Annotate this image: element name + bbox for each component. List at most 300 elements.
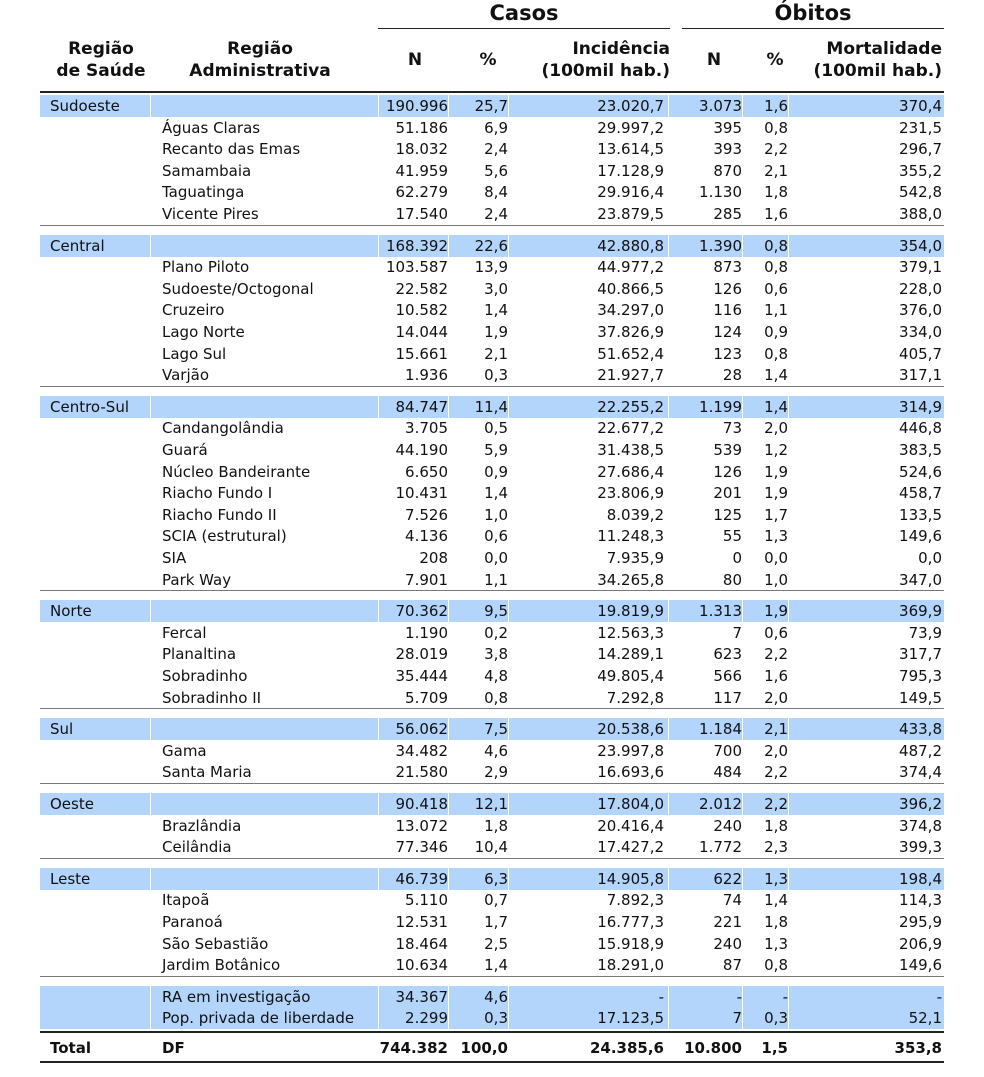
cell-n1: 5.709 bbox=[405, 689, 448, 707]
cell-mort: 379,1 bbox=[899, 258, 942, 276]
cell-p2: 2,2 bbox=[764, 140, 788, 158]
summary-row bbox=[40, 1007, 944, 1029]
cell-mort: 149,5 bbox=[899, 689, 942, 707]
cell-p1: 2,4 bbox=[484, 140, 508, 158]
cell-n2: 1.199 bbox=[699, 398, 742, 416]
cell-ra: Jardim Botânico bbox=[162, 956, 281, 974]
cell-n1: 70.362 bbox=[395, 602, 448, 620]
column-separator bbox=[742, 600, 743, 622]
column-separator bbox=[150, 95, 151, 117]
table-row bbox=[40, 547, 944, 569]
cell-n2: 117 bbox=[713, 689, 742, 707]
cell-mort: 374,8 bbox=[899, 817, 942, 835]
cell-p1: 0,2 bbox=[484, 624, 508, 642]
cell-inc: 13.614,5 bbox=[597, 140, 664, 158]
cell-mort: 354,0 bbox=[899, 237, 942, 255]
cell-mort: 228,0 bbox=[899, 280, 942, 298]
cell-p2: 0,8 bbox=[764, 258, 788, 276]
group-separator bbox=[40, 386, 944, 387]
table-row bbox=[40, 181, 944, 203]
cell-mort: 0,0 bbox=[918, 549, 942, 567]
cell-n1: 46.739 bbox=[395, 870, 448, 888]
cell-n2: 87 bbox=[722, 956, 742, 974]
column-separator bbox=[788, 1007, 789, 1029]
cell-n1: 35.444 bbox=[395, 667, 448, 685]
table-row bbox=[40, 665, 944, 687]
cell-mort: 52,1 bbox=[908, 1009, 942, 1027]
summary-row bbox=[40, 793, 944, 815]
table-row bbox=[40, 299, 944, 321]
cell-p1: 7,5 bbox=[484, 720, 508, 738]
table-row bbox=[40, 321, 944, 343]
cell-p2: 1,2 bbox=[764, 441, 788, 459]
cell-n1: 28.019 bbox=[395, 645, 448, 663]
cell-p2: 2,1 bbox=[764, 162, 788, 180]
cell-p1: 10,4 bbox=[474, 838, 508, 856]
cell-ra: Park Way bbox=[162, 571, 232, 589]
column-separator bbox=[508, 986, 509, 1008]
cell-n2: 201 bbox=[713, 484, 742, 502]
cell-ra: São Sebastião bbox=[162, 935, 269, 953]
cell-ra: Riacho Fundo II bbox=[162, 506, 277, 524]
cell-p1: 25,7 bbox=[474, 97, 508, 115]
cell-mort: 353,8 bbox=[894, 1039, 942, 1057]
column-separator bbox=[788, 793, 789, 815]
cell-inc: 19.819,9 bbox=[597, 602, 664, 620]
cell-ra: Brazlândia bbox=[162, 817, 242, 835]
cell-inc: 20.538,6 bbox=[597, 720, 664, 738]
cell-n1: 10.634 bbox=[395, 956, 448, 974]
column-separator bbox=[508, 235, 509, 257]
cell-inc: 17.804,0 bbox=[597, 795, 664, 813]
cell-inc: 40.866,5 bbox=[597, 280, 664, 298]
cell-p1: 1,4 bbox=[484, 956, 508, 974]
header-regiao-saude-line1: Região bbox=[68, 39, 134, 59]
cell-p1: 2,4 bbox=[484, 205, 508, 223]
cell-p2: 1,9 bbox=[764, 463, 788, 481]
cell-reg: Total bbox=[50, 1039, 91, 1057]
cell-p1: 1,7 bbox=[484, 913, 508, 931]
column-separator bbox=[668, 235, 669, 257]
column-separator bbox=[508, 868, 509, 890]
cell-n1: 13.072 bbox=[395, 817, 448, 835]
table-row bbox=[40, 687, 944, 709]
table-row bbox=[40, 911, 944, 933]
cell-p2: 1,6 bbox=[764, 97, 788, 115]
cell-p2: 1,8 bbox=[764, 817, 788, 835]
cell-n1: 10.431 bbox=[395, 484, 448, 502]
cell-p2: 2,0 bbox=[764, 419, 788, 437]
cell-n2: 55 bbox=[722, 527, 742, 545]
cell-ra: Vicente Pires bbox=[162, 205, 259, 223]
table-row bbox=[40, 815, 944, 837]
cell-n2: 3.073 bbox=[699, 97, 742, 115]
cell-n1: 3.705 bbox=[405, 419, 448, 437]
cell-mort: 487,2 bbox=[899, 742, 942, 760]
cell-n2: 1.390 bbox=[699, 237, 742, 255]
table-row bbox=[40, 889, 944, 911]
cell-ra: Santa Maria bbox=[162, 763, 252, 781]
cell-n1: 34.482 bbox=[395, 742, 448, 760]
cell-ra: Lago Norte bbox=[162, 323, 245, 341]
cell-n2: 1.184 bbox=[699, 720, 742, 738]
cell-p1: 4,6 bbox=[484, 988, 508, 1006]
cell-inc: 20.416,4 bbox=[597, 817, 664, 835]
column-separator bbox=[150, 235, 151, 257]
cell-inc: 8.039,2 bbox=[606, 506, 664, 524]
table-row bbox=[40, 643, 944, 665]
cell-mort: 383,5 bbox=[899, 441, 942, 459]
column-separator bbox=[788, 718, 789, 740]
cell-p2: 1,9 bbox=[764, 484, 788, 502]
cell-mort: 446,8 bbox=[899, 419, 942, 437]
table-row bbox=[40, 117, 944, 139]
cell-p2: - bbox=[782, 988, 788, 1006]
cell-ra: Riacho Fundo I bbox=[162, 484, 273, 502]
table-row bbox=[40, 203, 944, 225]
cell-p1: 0,6 bbox=[484, 527, 508, 545]
cell-p1: 6,3 bbox=[484, 870, 508, 888]
column-separator bbox=[150, 718, 151, 740]
cell-p2: 2,2 bbox=[764, 763, 788, 781]
cell-reg: Leste bbox=[50, 870, 91, 888]
group-separator bbox=[40, 858, 944, 859]
cell-inc: 29.916,4 bbox=[597, 183, 664, 201]
column-separator bbox=[508, 1007, 509, 1029]
cell-n2: - bbox=[736, 988, 742, 1006]
cell-ra: Candangolândia bbox=[162, 419, 284, 437]
cell-mort: 374,4 bbox=[899, 763, 942, 781]
cell-p2: 1,4 bbox=[764, 398, 788, 416]
cell-n1: 62.279 bbox=[395, 183, 448, 201]
cell-inc: 37.826,9 bbox=[597, 323, 664, 341]
cell-p2: 1,8 bbox=[764, 183, 788, 201]
cell-inc: 7.292,8 bbox=[606, 689, 664, 707]
cell-reg: Central bbox=[50, 237, 105, 255]
header-casos-n: N bbox=[407, 50, 423, 70]
cell-p2: 1,6 bbox=[764, 667, 788, 685]
cell-inc: 24.385,6 bbox=[589, 1039, 664, 1057]
cell-inc: 49.805,4 bbox=[597, 667, 664, 685]
column-separator bbox=[668, 600, 669, 622]
column-separator bbox=[508, 1037, 509, 1059]
cell-inc: 17.123,5 bbox=[597, 1009, 664, 1027]
cell-p1: 11,4 bbox=[474, 398, 508, 416]
cell-inc: 29.997,2 bbox=[597, 119, 664, 137]
cell-p2: 2,1 bbox=[764, 720, 788, 738]
cell-p1: 4,8 bbox=[484, 667, 508, 685]
cell-n1: 103.587 bbox=[385, 258, 448, 276]
column-separator bbox=[742, 986, 743, 1008]
summary-row bbox=[40, 95, 944, 117]
cell-p1: 1,4 bbox=[484, 301, 508, 319]
header-regiao-admin-line1: Região bbox=[227, 39, 293, 59]
cell-n1: 168.392 bbox=[385, 237, 448, 255]
cell-ra: Sobradinho II bbox=[162, 689, 262, 707]
cell-p2: 1,1 bbox=[764, 301, 788, 319]
cell-ra: DF bbox=[162, 1039, 185, 1057]
cell-mort: 370,4 bbox=[899, 97, 942, 115]
cell-ra: Núcleo Bandeirante bbox=[162, 463, 311, 481]
column-separator bbox=[508, 95, 509, 117]
cell-p1: 0,9 bbox=[484, 463, 508, 481]
group-separator bbox=[40, 708, 944, 709]
column-separator bbox=[448, 868, 449, 890]
header-mortalidade-line1: Mortalidade bbox=[826, 39, 942, 59]
cell-inc: - bbox=[658, 988, 664, 1006]
table-row bbox=[40, 256, 944, 278]
cell-ra: Guará bbox=[162, 441, 208, 459]
cell-n1: 208 bbox=[419, 549, 448, 567]
cell-p2: 0,8 bbox=[764, 237, 788, 255]
column-separator bbox=[448, 986, 449, 1008]
cell-n1: 14.044 bbox=[395, 323, 448, 341]
cell-n1: 21.580 bbox=[395, 763, 448, 781]
cell-mort: 149,6 bbox=[899, 956, 942, 974]
cell-p1: 8,4 bbox=[484, 183, 508, 201]
summary-row bbox=[40, 868, 944, 890]
cell-n2: 126 bbox=[713, 280, 742, 298]
cell-n2: 700 bbox=[713, 742, 742, 760]
cell-ra: Águas Claras bbox=[162, 119, 261, 137]
cell-ra: Lago Sul bbox=[162, 345, 227, 363]
column-separator bbox=[150, 396, 151, 418]
column-separator bbox=[742, 95, 743, 117]
cell-p1: 0,7 bbox=[484, 891, 508, 909]
cell-p1: 13,9 bbox=[474, 258, 508, 276]
cell-n1: 1.936 bbox=[405, 366, 448, 384]
column-separator bbox=[508, 718, 509, 740]
column-separator bbox=[668, 986, 669, 1008]
cell-mort: 114,3 bbox=[899, 891, 942, 909]
header-regiao-admin-line2: Administrativa bbox=[189, 61, 331, 81]
cell-p2: 0,8 bbox=[764, 345, 788, 363]
column-separator bbox=[742, 1007, 743, 1029]
header-obitos: Óbitos bbox=[774, 1, 852, 25]
cell-n1: 22.582 bbox=[395, 280, 448, 298]
cell-p1: 2,9 bbox=[484, 763, 508, 781]
header-mortalidade-line2: (100mil hab.) bbox=[813, 61, 942, 81]
cell-reg: Sudoeste bbox=[50, 97, 120, 115]
cell-mort: 317,1 bbox=[899, 366, 942, 384]
table-row bbox=[40, 364, 944, 386]
table-row bbox=[40, 343, 944, 365]
column-separator bbox=[788, 1037, 789, 1059]
column-separator bbox=[508, 396, 509, 418]
cell-p2: 1,0 bbox=[764, 571, 788, 589]
cell-n1: 6.650 bbox=[405, 463, 448, 481]
cell-inc: 23.997,8 bbox=[597, 742, 664, 760]
cell-p2: 0,8 bbox=[764, 119, 788, 137]
cell-ra: Planaltina bbox=[162, 645, 237, 663]
cell-n2: 623 bbox=[713, 645, 742, 663]
cell-ra: Pop. privada de liberdade bbox=[162, 1009, 355, 1027]
summary-row bbox=[40, 235, 944, 257]
table-row bbox=[40, 525, 944, 547]
cell-mort: 73,9 bbox=[908, 624, 942, 642]
group-separator bbox=[40, 976, 944, 977]
header-incidencia-line1: Incidência bbox=[572, 39, 670, 59]
cell-n2: 221 bbox=[713, 913, 742, 931]
cell-n1: 18.464 bbox=[395, 935, 448, 953]
column-separator bbox=[668, 718, 669, 740]
cell-ra: Ceilândia bbox=[162, 838, 232, 856]
cell-inc: 42.880,8 bbox=[597, 237, 664, 255]
column-separator bbox=[668, 95, 669, 117]
cell-p1: 1,0 bbox=[484, 506, 508, 524]
cell-n1: 10.582 bbox=[395, 301, 448, 319]
cell-p1: 1,8 bbox=[484, 817, 508, 835]
column-separator bbox=[788, 868, 789, 890]
cell-n1: 190.996 bbox=[385, 97, 448, 115]
cell-n1: 51.186 bbox=[395, 119, 448, 137]
cell-n1: 84.747 bbox=[395, 398, 448, 416]
cell-n1: 15.661 bbox=[395, 345, 448, 363]
cell-reg: Sul bbox=[50, 720, 74, 738]
cell-n2: 2.012 bbox=[699, 795, 742, 813]
cell-n1: 4.136 bbox=[405, 527, 448, 545]
cell-reg: Oeste bbox=[50, 795, 94, 813]
cell-mort: 314,9 bbox=[899, 398, 942, 416]
column-separator bbox=[742, 235, 743, 257]
table-row bbox=[40, 417, 944, 439]
cell-reg: Norte bbox=[50, 602, 92, 620]
cell-inc: 17.128,9 bbox=[597, 162, 664, 180]
cell-n2: 10.800 bbox=[684, 1039, 742, 1057]
cell-ra: Sobradinho bbox=[162, 667, 248, 685]
cell-inc: 14.905,8 bbox=[597, 870, 664, 888]
column-separator bbox=[668, 396, 669, 418]
cell-n2: 125 bbox=[713, 506, 742, 524]
cell-mort: 524,6 bbox=[899, 463, 942, 481]
header-incidencia-line2: (100mil hab.) bbox=[541, 61, 670, 81]
cell-n2: 124 bbox=[713, 323, 742, 341]
table-row bbox=[40, 439, 944, 461]
table-row bbox=[40, 954, 944, 976]
summary-row bbox=[40, 986, 944, 1008]
cell-mort: 334,0 bbox=[899, 323, 942, 341]
cell-mort: 133,5 bbox=[899, 506, 942, 524]
group-separator bbox=[40, 225, 944, 226]
cell-p2: 2,0 bbox=[764, 742, 788, 760]
column-separator bbox=[668, 793, 669, 815]
column-separator bbox=[668, 868, 669, 890]
cell-p2: 1,4 bbox=[764, 891, 788, 909]
cell-ra: SIA bbox=[162, 549, 187, 567]
cell-n2: 622 bbox=[713, 870, 742, 888]
cell-n2: 116 bbox=[713, 301, 742, 319]
cell-mort: 433,8 bbox=[899, 720, 942, 738]
cell-n2: 80 bbox=[722, 571, 742, 589]
cell-inc: 31.438,5 bbox=[597, 441, 664, 459]
cell-p1: 4,6 bbox=[484, 742, 508, 760]
cell-n2: 539 bbox=[713, 441, 742, 459]
column-separator bbox=[788, 396, 789, 418]
table-row bbox=[40, 138, 944, 160]
cell-ra: Samambaia bbox=[162, 162, 252, 180]
cell-p1: 12,1 bbox=[474, 795, 508, 813]
cell-n1: 18.032 bbox=[395, 140, 448, 158]
cell-mort: 355,2 bbox=[899, 162, 942, 180]
table-row bbox=[40, 761, 944, 783]
cell-mort: 388,0 bbox=[899, 205, 942, 223]
cell-n1: 77.346 bbox=[395, 838, 448, 856]
cell-inc: 16.693,6 bbox=[597, 763, 664, 781]
cell-n2: 7 bbox=[732, 1009, 742, 1027]
cell-n2: 484 bbox=[713, 763, 742, 781]
cell-p1: 3,0 bbox=[484, 280, 508, 298]
cell-n1: 17.540 bbox=[395, 205, 448, 223]
cell-n2: 0 bbox=[732, 549, 742, 567]
cell-p2: 1,6 bbox=[764, 205, 788, 223]
cell-inc: 22.255,2 bbox=[597, 398, 664, 416]
cell-p2: 1,7 bbox=[764, 506, 788, 524]
cell-mort: 149,6 bbox=[899, 527, 942, 545]
cell-mort: 317,7 bbox=[899, 645, 942, 663]
table-row bbox=[40, 836, 944, 858]
column-separator bbox=[448, 396, 449, 418]
cell-n2: 870 bbox=[713, 162, 742, 180]
header-obitos-n: N bbox=[706, 50, 722, 70]
cell-ra: Gama bbox=[162, 742, 207, 760]
cell-p2: 2,2 bbox=[764, 645, 788, 663]
table-row bbox=[40, 482, 944, 504]
cell-p2: 2,2 bbox=[764, 795, 788, 813]
cell-n2: 1.130 bbox=[699, 183, 742, 201]
cell-inc: 17.427,2 bbox=[597, 838, 664, 856]
table-row bbox=[40, 740, 944, 762]
column-separator bbox=[668, 1037, 669, 1059]
cell-n1: 41.959 bbox=[395, 162, 448, 180]
cell-p1: 1,9 bbox=[484, 323, 508, 341]
column-separator bbox=[150, 986, 151, 1008]
cell-n1: 56.062 bbox=[395, 720, 448, 738]
cell-p2: 2,0 bbox=[764, 689, 788, 707]
cell-inc: 7.935,9 bbox=[606, 549, 664, 567]
cell-n1: 7.526 bbox=[405, 506, 448, 524]
cell-ra: Sudoeste/Octogonal bbox=[162, 280, 314, 298]
cell-n2: 7 bbox=[732, 624, 742, 642]
table-row bbox=[40, 933, 944, 955]
summary-row bbox=[40, 718, 944, 740]
cell-p2: 0,9 bbox=[764, 323, 788, 341]
cell-n1: 7.901 bbox=[405, 571, 448, 589]
cell-p1: 100,0 bbox=[460, 1039, 508, 1057]
cell-inc: 14.289,1 bbox=[597, 645, 664, 663]
cell-ra: Paranoá bbox=[162, 913, 223, 931]
table-row bbox=[40, 569, 944, 591]
cell-p2: 1,3 bbox=[764, 935, 788, 953]
cell-inc: 21.927,7 bbox=[597, 366, 664, 384]
cell-n2: 1.772 bbox=[699, 838, 742, 856]
cell-p1: 5,9 bbox=[484, 441, 508, 459]
cell-ra: Varjão bbox=[162, 366, 209, 384]
cell-ra: RA em investigação bbox=[162, 988, 311, 1006]
column-separator bbox=[448, 718, 449, 740]
cell-n1: 90.418 bbox=[395, 795, 448, 813]
cell-inc: 15.918,9 bbox=[597, 935, 664, 953]
cell-mort: 795,3 bbox=[899, 667, 942, 685]
cell-p1: 0,3 bbox=[484, 366, 508, 384]
header-casos: Casos bbox=[489, 1, 559, 25]
summary-row bbox=[40, 396, 944, 418]
cell-p2: 1,3 bbox=[764, 870, 788, 888]
column-separator bbox=[788, 600, 789, 622]
cell-mort: 405,7 bbox=[899, 345, 942, 363]
cell-n1: 2.299 bbox=[405, 1009, 448, 1027]
cell-mort: 542,8 bbox=[899, 183, 942, 201]
cell-mort: 206,9 bbox=[899, 935, 942, 953]
